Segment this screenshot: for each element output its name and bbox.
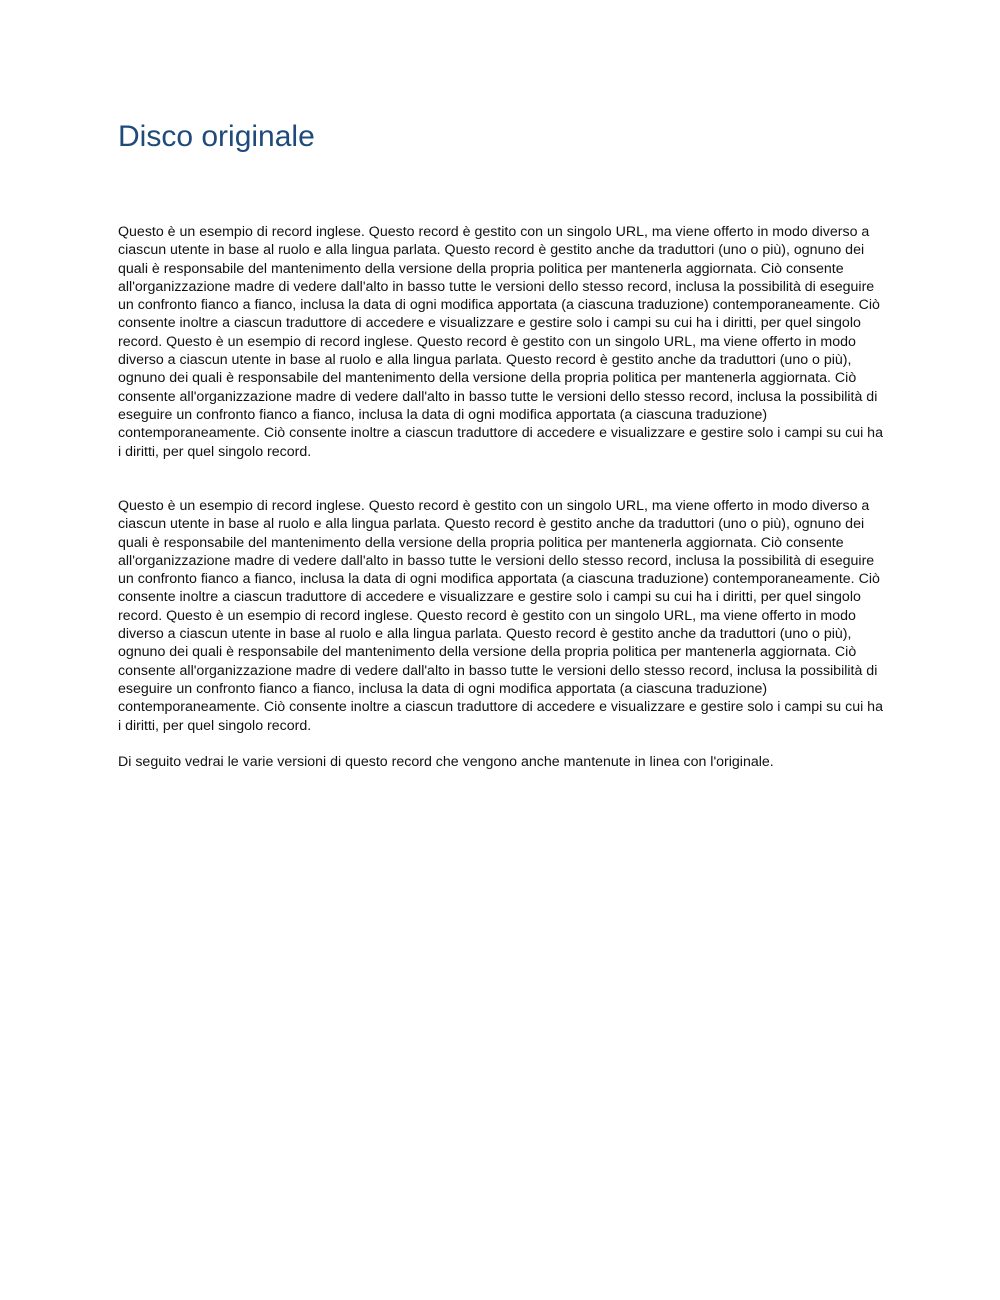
body-paragraph-2: Questo è un esempio di record inglese. Questo record è gestito con un singolo URL, ma viene offerto in modo diverso a ciascun utente in base al ruolo e alla lingua parlata. Questo record è gestito anche da traduttori (uno o più), ognuno dei quali è responsabile del mantenimento della versione della propria politica per mantenerla aggiornata. Ciò consente all'organizzazione madre di vedere dall'alto in basso tutte le versioni dello stesso record, inclusa la possibilità di eseguire un confronto fianco a fianco, inclusa la data di ogni modifica apportata (a ciascuna traduzione) contemporaneamente. Ciò consente inoltre a ciascun traduttore di accedere e visualizzare e gestire solo i campi su cui ha i diritti, per quel singolo record. Questo è un esempio di record inglese. Questo record è gestito con un singolo URL, ma viene offerto in modo diverso a ciascun utente in base al ruolo e alla lingua parlata. Questo record è gestito anche da traduttori (uno o più), ognuno dei quali è responsabile del mantenimento della versione della propria politica per mantenerla aggiornata. Ciò consente all'organizzazione madre di vedere dall'alto in basso tutte le versioni dello stesso record, inclusa la possibilità di eseguire un confronto fianco a fianco, inclusa la data di ogni modifica apportata (a ciascuna traduzione) contemporaneamente. Ciò consente inoltre a ciascun traduttore di accedere e visualizzare e gestire solo i campi su cui ha i diritti, per quel singolo record.: [118, 498, 883, 734]
body-paragraph-3: Di seguito vedrai le varie versioni di questo record che vengono anche mantenute in linea con l'originale.: [118, 754, 774, 770]
page-title: Disco originale: [118, 120, 315, 153]
body-paragraph-1: Questo è un esempio di record inglese. Questo record è gestito con un singolo URL, ma viene offerto in modo diverso a ciascun utente in base al ruolo e alla lingua parlata. Questo record è gestito anche da traduttori (uno o più), ognuno dei quali è responsabile del mantenimento della versione della propria politica per mantenerla aggiornata. Ciò consente all'organizzazione madre di vedere dall'alto in basso tutte le versioni dello stesso record, inclusa la possibilità di eseguire un confronto fianco a fianco, inclusa la data di ogni modifica apportata (a ciascuna traduzione) contemporaneamente. Ciò consente inoltre a ciascun traduttore di accedere e visualizzare e gestire solo i campi su cui ha i diritti, per quel singolo record. Questo è un esempio di record inglese. Questo record è gestito con un singolo URL, ma viene offerto in modo diverso a ciascun utente in base al ruolo e alla lingua parlata. Questo record è gestito anche da traduttori (uno o più), ognuno dei quali è responsabile del mantenimento della versione della propria politica per mantenerla aggiornata. Ciò consente all'organizzazione madre di vedere dall'alto in basso tutte le versioni dello stesso record, inclusa la possibilità di eseguire un confronto fianco a fianco, inclusa la data di ogni modifica apportata (a ciascuna traduzione) contemporaneamente. Ciò consente inoltre a ciascun traduttore di accedere e visualizzare e gestire solo i campi su cui ha i diritti, per quel singolo record.: [118, 224, 883, 460]
